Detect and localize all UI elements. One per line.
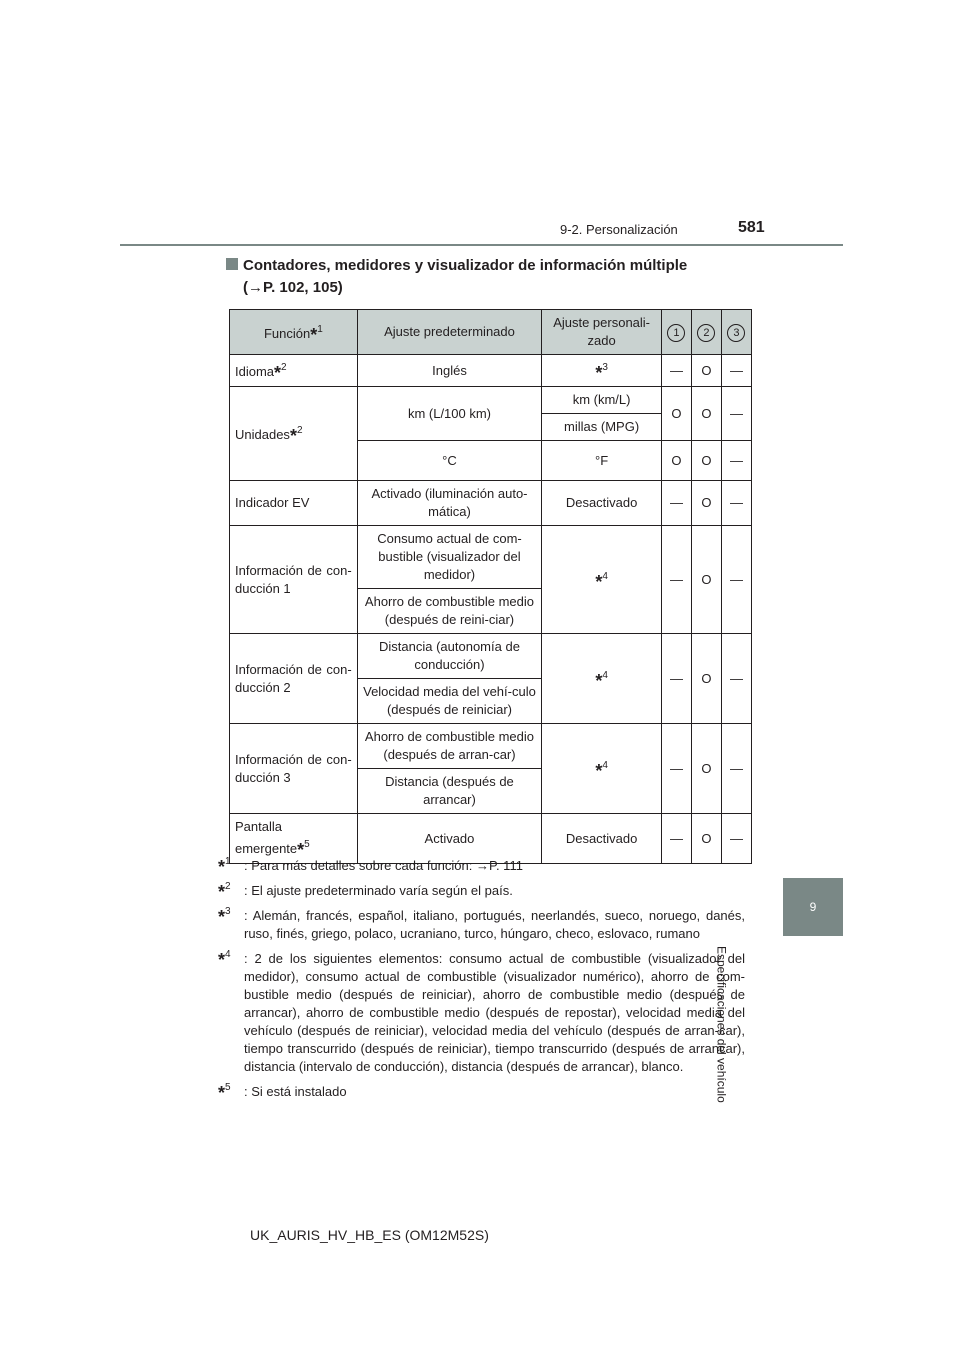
cell-default: km (L/100 km) [357,387,541,441]
cell-custom: *$^4$ [542,634,662,724]
cell-default: Velocidad media del vehí-culo (después de reiniciar) [357,679,541,724]
cell-c3: — [721,355,751,387]
cell-c1: O [661,441,691,481]
cell-c1: — [661,814,691,864]
cell-c3: — [721,441,751,481]
cell-custom: *$^4$ [542,526,662,634]
cell-c1: O [661,387,691,441]
cell-c3: — [721,724,751,814]
table-row [230,355,752,387]
footnote-3: *$^3$ : Alemán, francés, español, italiano, portugués, neerlandés, sueco, noruego, danés, ruso, finés, griego, polaco, ucraniano, turco, húngaro, checo, eslovaco, rumano [218,906,745,941]
cell-c3: — [721,387,751,441]
table-row [230,481,752,526]
cell-default: Activado (iluminación auto-mática) [357,481,541,526]
table-row [230,526,752,589]
cell-custom: Desactivado [542,814,662,864]
cell-c1: — [661,355,691,387]
section-header: 9-2. Personalización [560,222,678,237]
cell-function: Idioma*$^2$ [230,355,358,387]
cell-c1: — [661,724,691,814]
cell-default: Consumo actual de com-bustible (visualizador del medidor) [357,526,541,589]
header-col-1 [661,310,691,355]
cell-c2: O [691,441,721,481]
header-default: Ajuste predeterminado [357,310,541,355]
cell-function: Información de con-ducción 1 [230,526,358,634]
cell-custom: °F [542,441,662,481]
section-title-line2: (→P. 102, 105) [243,279,343,296]
cell-default: Ahorro de combustible medio (después de reini-ciar) [357,589,541,634]
cell-custom: km (km/L) [542,387,662,414]
chapter-label [714,946,810,1116]
header-custom: Ajuste personali-zado [542,310,662,355]
circled-two-icon: 2 [697,324,715,342]
circled-one-icon: 1 [667,324,685,342]
table-row [230,724,752,769]
header-col-2 [691,310,721,355]
cell-c3: — [721,814,751,864]
footnote-4: *$^4$ : 2 de los siguientes elementos: consumo actual de combustible (visualizador del medidor), consumo actual de combustible (visualizador numérico), ahorro de com-bustible medio (después de reiniciar), ahorro de combustible medio (después de arrancar), ahorro de combustible medio (después de repostar), velocidad media del vehículo (después de reiniciar), velocidad media del vehículo (después de arran-car), tiempo transcurrido (después de reiniciar), tiempo transcurrido (después de arrancar), distancia (intervalo de conducción), distancia (después de arrancar), blanco. [218,949,745,1074]
cell-default: Distancia (autonomía de conducción) [357,634,541,679]
cell-custom: *$^3$ [542,355,662,387]
cell-c2: O [691,724,721,814]
footnote-5: *$^5$ : Si está instalado [218,1082,347,1103]
chapter-tab [783,878,843,936]
cell-default: Distancia (después de arrancar) [357,769,541,814]
cell-default: Inglés [357,355,541,387]
cell-c2: O [691,387,721,441]
cell-c2: O [691,481,721,526]
footnote-2: *$^2$ : El ajuste predeterminado varía según el país. [218,881,513,902]
section-title [226,255,687,299]
footnote-1: *$^1$ : Para más detalles sobre cada función: →P. 111 [218,856,523,877]
cell-c2: O [691,634,721,724]
cell-default: °C [357,441,541,481]
cell-default: Activado [357,814,541,864]
cell-c3: — [721,634,751,724]
table-row [230,634,752,679]
chapter-label-text: Especificaciones del vehículo [714,946,729,1103]
cell-c1: — [661,634,691,724]
table-row [230,814,752,864]
table-row [230,387,752,414]
cell-default: Ahorro de combustible medio (después de arran-car) [357,724,541,769]
cell-function: Pantalla emergente*$^5$ [230,814,358,864]
settings-table [229,309,752,864]
footnotes [218,857,745,1108]
header-function: Función*$^1$ [230,310,358,355]
cell-c2: O [691,814,721,864]
document-code: UK_AURIS_HV_HB_ES (OM12M52S) [250,1227,489,1243]
cell-c2: O [691,355,721,387]
cell-c1: — [661,526,691,634]
cell-c1: — [661,481,691,526]
cell-function: Información de con-ducción 2 [230,634,358,724]
cell-custom: Desactivado [542,481,662,526]
header-col-3 [721,310,751,355]
cell-c2: O [691,526,721,634]
cell-custom: *$^4$ [542,724,662,814]
cell-custom: millas (MPG) [542,414,662,441]
page-number: 581 [738,219,765,236]
cell-function: Información de con-ducción 3 [230,724,358,814]
square-bullet-icon [226,258,238,270]
cell-c3: — [721,481,751,526]
cell-c3: — [721,526,751,634]
table-header-row [230,310,752,355]
chapter-number: 9 [809,900,817,914]
circled-three-icon: 3 [727,324,745,342]
cell-function: Indicador EV [230,481,358,526]
section-title-line1: Contadores, medidores y visualizador de información múltiple [243,257,688,274]
cell-function: Unidades*$^2$ [230,387,358,481]
header-rule [120,244,843,246]
